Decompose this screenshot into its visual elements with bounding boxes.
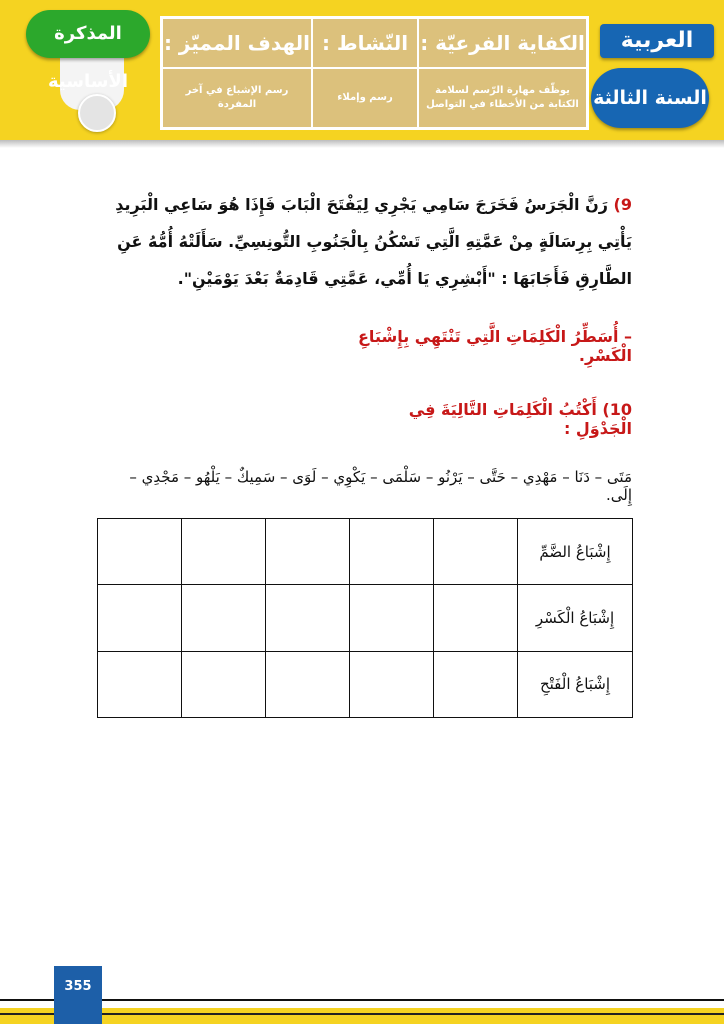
table-cell[interactable] <box>182 519 266 585</box>
logo <box>20 10 160 130</box>
row-label: إِشْبَاعُ الْكَسْرِ <box>518 585 633 651</box>
table-cell[interactable] <box>266 519 350 585</box>
footer-line <box>0 999 724 1001</box>
table-cell[interactable] <box>434 519 518 585</box>
year-badge: السنة الثالثة <box>591 68 709 128</box>
table-cell[interactable] <box>98 651 182 717</box>
word-list: مَتَى – دَنَا – مَهْدِي – حَتَّى – يَرْنُو – سَلْمَى – يَكْوِي – لَوَى – سَمِيكٌ – يَلْهُو – مَجْدِي – إِلَى. <box>129 468 632 504</box>
table-cell[interactable] <box>182 651 266 717</box>
logo-text: المذكرة الأساسية <box>26 10 150 58</box>
activity-title: النّشاط : <box>312 18 418 68</box>
competence-title: الكفاية الفرعيّة : <box>418 18 587 68</box>
header-shadow <box>0 140 724 148</box>
table-cell[interactable] <box>350 651 434 717</box>
table-cell[interactable] <box>266 651 350 717</box>
competence-value: يوظّف مهارة الرّسم لسلامة الكتابة من الأخطاء في التواصل <box>418 68 587 128</box>
underline-instruction: – أُسَطِّرُ الْكَلِمَاتِ الَّتِي تَنْتَهِي بِإِشْبَاعِ الْكَسْرِ. <box>358 327 632 365</box>
footer-line <box>0 1013 724 1015</box>
activity-value: رسم وإملاء <box>312 68 418 128</box>
exercise-9 <box>110 186 632 297</box>
info-panel <box>160 16 589 130</box>
classification-table <box>97 518 633 718</box>
subject-badge: العربية <box>600 24 714 58</box>
row-label: إِشْبَاعُ الضَّمِّ <box>518 519 633 585</box>
table-cell[interactable] <box>266 585 350 651</box>
table-cell[interactable] <box>350 519 434 585</box>
page-header <box>0 0 724 140</box>
table-cell[interactable] <box>434 651 518 717</box>
table-row <box>98 519 633 585</box>
table-cell[interactable] <box>98 519 182 585</box>
row-label: إِشْبَاعُ الْفَتْحِ <box>518 651 633 717</box>
table-cell[interactable] <box>182 585 266 651</box>
table-cell[interactable] <box>350 585 434 651</box>
objective-value: رسم الإشباع في آخر المفردة <box>162 68 312 128</box>
exercise-9-text: رَنَّ الْجَرَسُ فَخَرَجَ سَامِي يَجْرِي لِيَفْتَحَ الْبَابَ فَإِذَا هُوَ سَاعِي الْبَرِيدِ يَأْتِي بِرِسَالَةٍ مِنْ عَمَّتِهِ الَّتِي تَسْكُنُ بِالْجَنُوبِ التُّونِسِيِّ. سَأَلَتْهُ أُمُّهُ عَنِ الطَّارِقِ فَأَجَابَهَا : "أَبْشِرِي يَا أُمِّي، عَمَّتِي قَادِمَةٌ بَعْدَ يَوْمَيْنِ". <box>115 195 632 288</box>
page-number: 355 <box>54 966 102 1024</box>
table-row <box>98 651 633 717</box>
exercise-9-number: 9) <box>613 195 632 214</box>
footer-bar <box>0 1008 724 1024</box>
exercise-10 <box>380 400 632 438</box>
table-row <box>98 585 633 651</box>
table-cell[interactable] <box>98 585 182 651</box>
exercise-10-text: أَكْتُبُ الْكَلِمَاتِ التَّالِيَةَ فِي الْجَدْوَلِ : <box>408 400 632 438</box>
exercise-10-number: 10) <box>602 400 632 419</box>
objective-title: الهدف المميّز : <box>162 18 312 68</box>
table-cell[interactable] <box>434 585 518 651</box>
